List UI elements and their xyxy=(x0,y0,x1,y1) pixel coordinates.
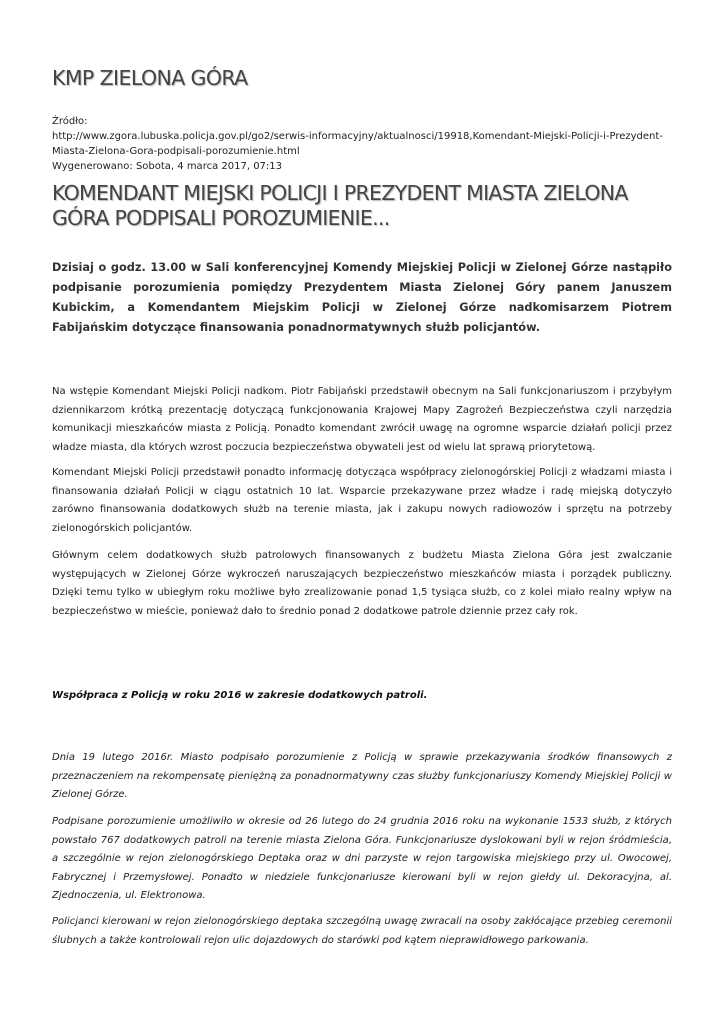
article-title: KOMENDANT MIEJSKI POLICJI I PREZYDENT MIASTA ZIELONA GÓRA PODPISALI POROZUMIENIE... xyxy=(52,181,628,230)
source-meta xyxy=(52,114,674,174)
italic-paragraph: Dnia 19 lutego 2016r. Miasto podpisało porozumienie z Policją w sprawie przekazywania środków finansowych z przeznaczeniem na rekompensatę pieniężną za ponadnormatywny czas służby funkcjonariuszy Komendy Miejskiej Policji w Zielonej Górze. xyxy=(52,752,672,800)
italic-paragraph: Policjanci kierowani w rejon zielonogórskiego deptaka szczególną uwagę zwracali na osoby zakłócające przebieg ceremonii ślubnych a także kontrolowali rejon ulic dojazdowych do starówki pod kątem nieprawidłowego parkowania. xyxy=(52,916,672,946)
article-paragraph: Głównym celem dodatkowych służb patrolowych finansowanych z budżetu Miasta Zielona Góra jest zwalczanie występujących w Zielonej Górze wykroczeń naruszających bezpieczeństwo mieszkańców miasta i porządek publiczny. Dzięki temu tylko w ubiegłym roku możliwe było zrealizowanie ponad 1,5 tysiąca służb, co z kolei miało realny wpływ na bezpieczeństwo w mieście, ponieważ dało to średnio ponad 2 dodatkowe patrole dziennie przez cały rok. xyxy=(52,550,672,617)
article-paragraph: Na wstępie Komendant Miejski Policji nadkom. Piotr Fabijański przedstawił obecnym na Sali funkcjonariuszom i przybyłym dziennikarzom krótką prezentację dotyczącą funkcjonowania Krajowej Mapy Zagrożeń Bezpieczeństwa czyli narzędzia komunikacji mieszkańców miasta z Policją. Ponadto komendant zwrócił uwagę na ogromne wsparcie działań policji przez władze miasta, dla których wzrost poczucia bezpieczeństwa obywateli jest od wielu lat sprawą priorytetową. xyxy=(52,386,672,453)
section-subheading: Współpraca z Policją w roku 2016 w zakresie dodatkowych patroli. xyxy=(52,690,428,701)
site-title: KMP ZIELONA GÓRA xyxy=(52,66,248,90)
source-label: Źródło: xyxy=(52,116,88,127)
generated-timestamp: Wygenerowano: Sobota, 4 marca 2017, 07:13 xyxy=(52,161,283,172)
source-url-link[interactable]: http://www.zgora.lubuska.policja.gov.pl/go2/serwis-informacyjny/aktualnosci/19918,Komendant-Miejski-Policji-i-Prezydent-Miasta-Zielona-Gora-podpisali-porozumienie.html xyxy=(52,131,663,157)
italic-paragraph: Podpisane porozumienie umożliwiło w okresie od 26 lutego do 24 grudnia 2016 roku na wykonanie 1533 służb, z których powstało 767 dodatkowych patroli na terenie miasta Zielona Góra. Funkcjonariusze dyslokowani byli w rejon śródmieścia, a szczególnie w rejon zielonogórskiego Deptaka oraz w dni parzyste w rejon targowiska miejskiego przy ul. Owocowej, Fabrycznej i Przemysłowej. Ponadto w niedziele funkcjonariusze kierowani byli w rejon giełdy ul. Dekoracyjna, al. Zjednoczenia, ul. Elektronowa. xyxy=(52,816,672,901)
article-paragraph: Komendant Miejski Policji przedstawił ponadto informację dotycząca współpracy zielonogórskiej Policji z władzami miasta i finansowania działań Policji w ciągu ostatnich 10 lat. Wsparcie przekazywane przez władze i radę miejską dotyczyło zarówno finansowania dodatkowych służb na terenie miasta, jak i zakupu nowych radiowozów i sprzętu na potrzeby zielonogórskich policjantów. xyxy=(52,467,672,534)
article-lead: Dzisiaj o godz. 13.00 w Sali konferencyjnej Komendy Miejskiej Policji w Zielonej Górze nastąpiło podpisanie porozumienia pomiędzy Prezydentem Miasta Zielonej Góry panem Januszem Kubickim, a Komendantem Miejskim Policji w Zielonej Górze nadkomisarzem Piotrem Fabijańskim dotyczące finansowania ponadnormatywnych służb policjantów. xyxy=(52,261,672,334)
